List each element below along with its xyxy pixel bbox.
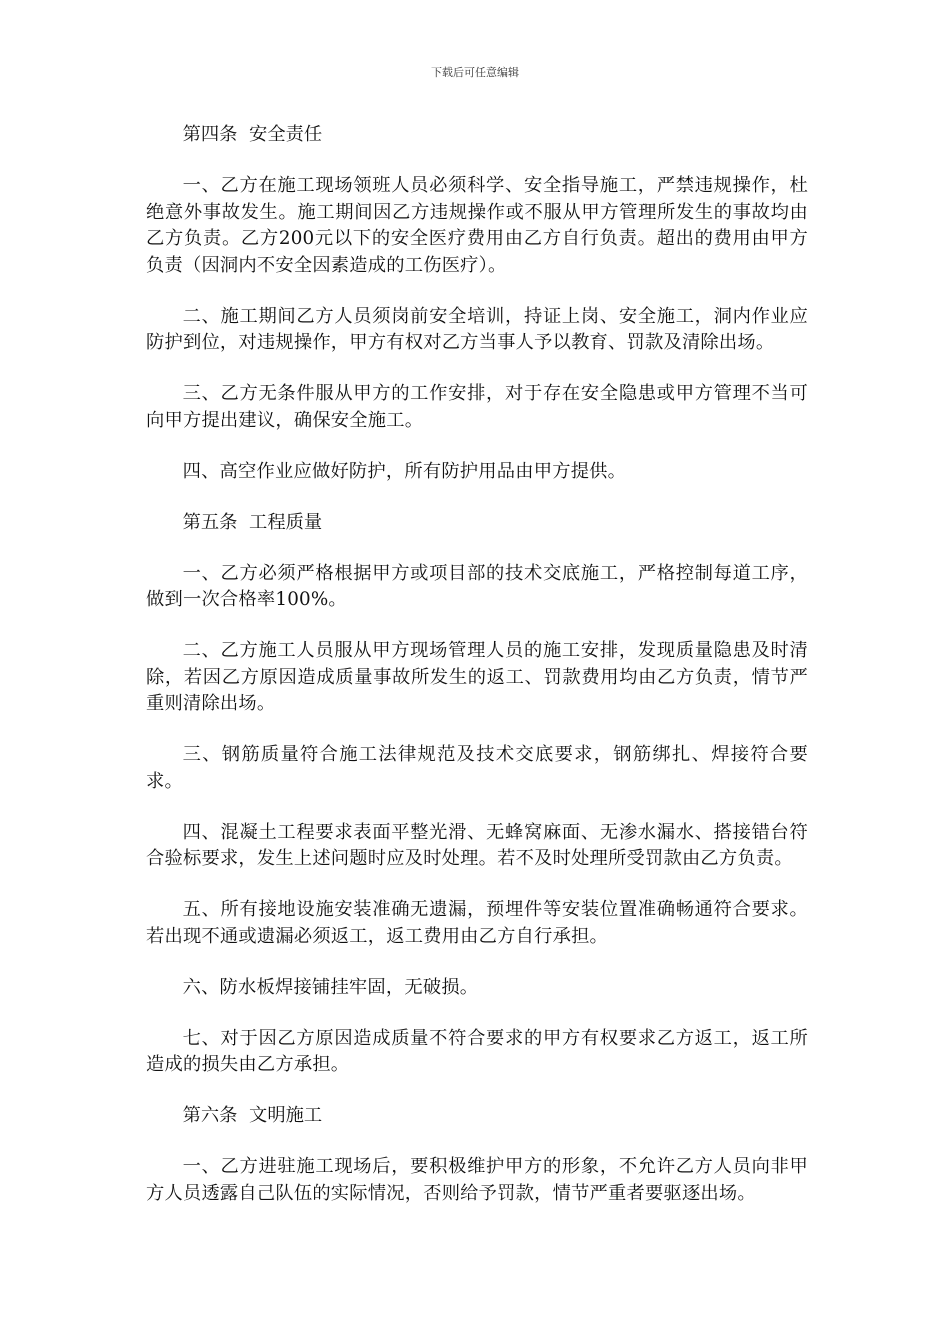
paragraph: 六、防水板焊接铺挂牢固，无破损。 [182, 976, 479, 998]
paragraph: 二、乙方施工人员服从甲方现场管理人员的施工安排，发现质量隐患及时清除，若因乙方原因造成质量事故所发生的返工、罚款费用均由乙方负责，情节严重则清除出场。 [146, 640, 808, 714]
paragraph: 一、乙方在施工现场领班人员必须科学、安全指导施工，严禁违规操作，杜绝意外事故发生。施工期间因乙方违规操作或不服从甲方管理所发生的事故均由乙方负责。乙方200元以下的安全医疗费用由乙方自行负责。超出的费用由甲方负责（因洞内不安全因素造成的工伤医疗）。 [146, 175, 808, 276]
document-body [146, 122, 808, 1232]
paragraph: 四、高空作业应做好防护，所有防护用品由甲方提供。 [182, 460, 627, 482]
section-title-quality: 第五条 工程质量 [182, 511, 323, 533]
paragraph: 四、混凝土工程要求表面平整光滑、无蜂窝麻面、无渗水漏水、搭接错台符合验标要求，发生上述问题时应及时处理。若不及时处理所受罚款由乙方负责。 [146, 821, 808, 869]
paragraph: 五、所有接地设施安装准确无遗漏，预埋件等安装位置准确畅通符合要求。若出现不通或遗漏必须返工，返工费用由乙方自行承担。 [146, 899, 808, 947]
paragraph: 三、钢筋质量符合施工法律规范及技术交底要求，钢筋绑扎、焊接符合要求。 [146, 744, 808, 792]
paragraph: 三、乙方无条件服从甲方的工作安排，对于存在安全隐患或甲方管理不当可向甲方提出建议，确保安全施工。 [146, 383, 808, 431]
section-title-safety: 第四条 安全责任 [182, 124, 323, 145]
paragraph: 一、乙方必须严格根据甲方或项目部的技术交底施工，严格控制每道工序，做到一次合格率100%。 [146, 562, 808, 610]
paragraph: 一、乙方进驻施工现场后，要积极维护甲方的形象，不允许乙方人员向非甲方人员透露自己队伍的实际情况，否则给予罚款，情节严重者要驱逐出场。 [146, 1156, 808, 1204]
section-title-civilized-construction: 第六条 文明施工 [182, 1105, 323, 1126]
paragraph: 二、施工期间乙方人员须岗前安全培训，持证上岗、安全施工，洞内作业应防护到位，对违规操作，甲方有权对乙方当事人予以教育、罚款及清除出场。 [146, 305, 808, 353]
paragraph: 七、对于因乙方原因造成质量不符合要求的甲方有权要求乙方返工，返工所造成的损失由乙方承担。 [146, 1027, 808, 1075]
page-header-note: 下载后可任意编辑 [431, 66, 519, 79]
